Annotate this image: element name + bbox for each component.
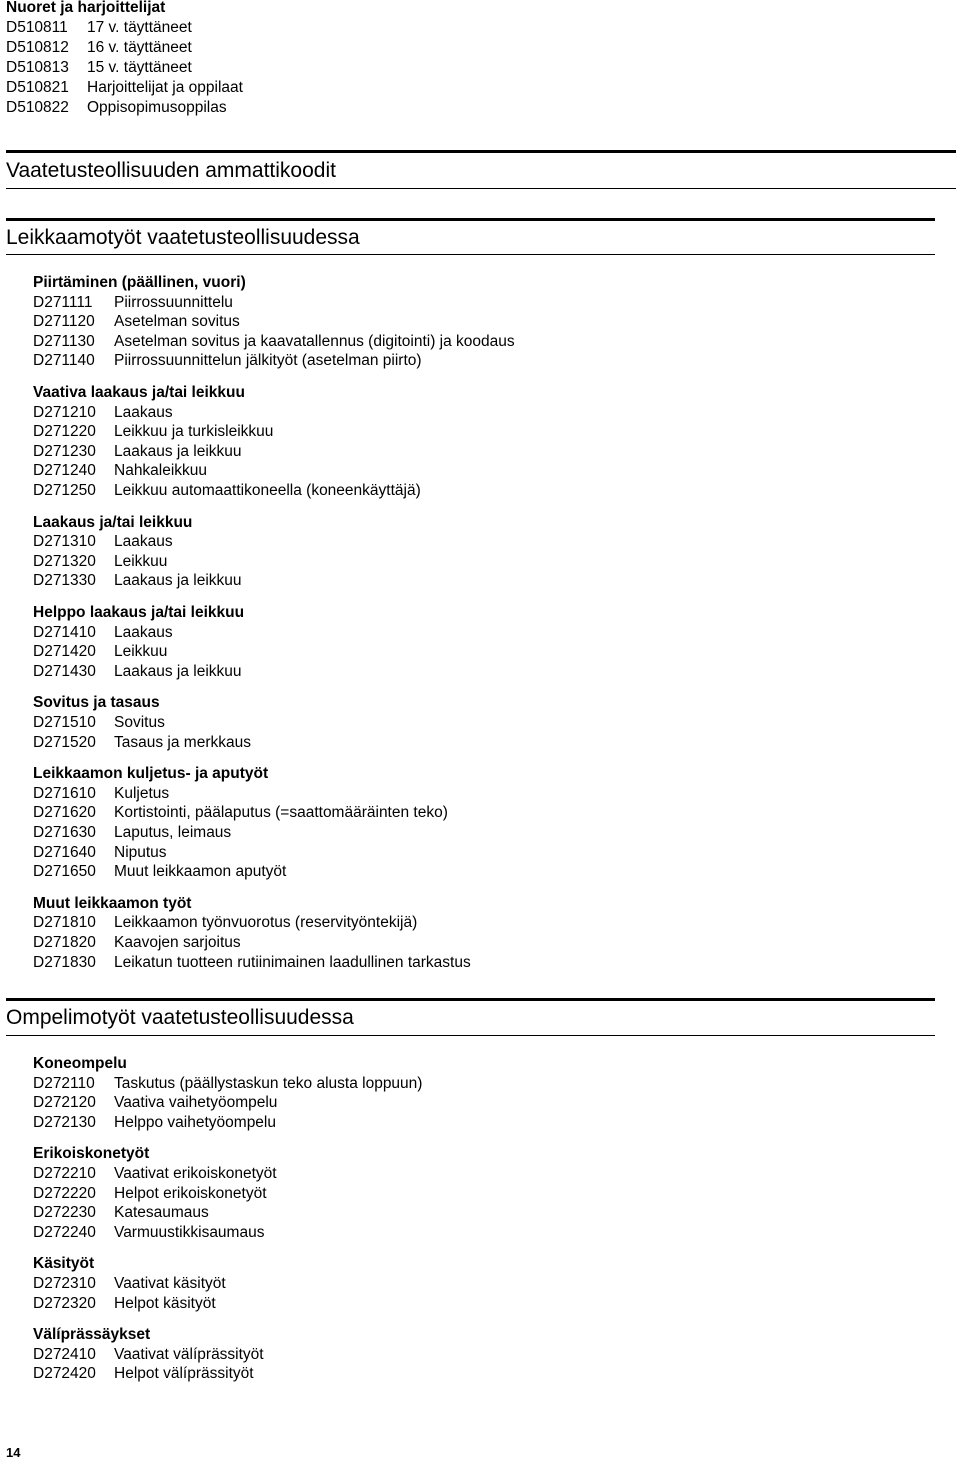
list-item <box>33 1184 267 1203</box>
item-code: D271410 <box>33 623 96 641</box>
item-label: Nahkaleikkuu <box>114 462 208 480</box>
list-item <box>33 733 251 752</box>
item-code: D271120 <box>33 313 95 331</box>
item-label: Vaativa vaihetyöompelu <box>114 1094 278 1112</box>
item-code: D272210 <box>33 1165 96 1182</box>
list-item <box>33 1364 254 1383</box>
group-heading: Helppo laakaus ja/tai leikkuu <box>33 604 245 621</box>
list-item <box>33 803 448 822</box>
item-label: Katesaumaus <box>114 1204 209 1222</box>
item-label: Kortistointi, päälaputus (=saattomääräinten teko) <box>114 804 448 822</box>
group-heading: Välíprässäykset <box>33 1326 151 1344</box>
section2-underline <box>6 1035 935 1036</box>
item-code: D271610 <box>33 784 96 802</box>
item-code: D271620 <box>33 804 96 822</box>
item-label: Piirrossuunnittelun jälkityöt (asetelman piirto) <box>114 352 422 370</box>
item-code: D271630 <box>33 824 96 841</box>
list-item <box>33 662 242 681</box>
item-code: D272110 <box>33 1074 95 1092</box>
list-item <box>33 552 167 571</box>
item-label: Helppo vaihetyöompelu <box>114 1113 276 1131</box>
item-code: D272410 <box>33 1345 96 1363</box>
item-label: Vaativat käsityöt <box>114 1275 226 1292</box>
item-code: D271130 <box>33 332 95 350</box>
item-code: D510821 <box>6 79 69 96</box>
list-item <box>33 442 242 461</box>
item-code: D272240 <box>33 1223 96 1241</box>
item-label: Piirrossuunnittelu <box>114 293 233 311</box>
item-code: D272220 <box>33 1184 96 1202</box>
list-item <box>33 933 241 952</box>
item-code: D271640 <box>33 843 96 861</box>
list-item <box>33 642 167 661</box>
item-code: D271250 <box>33 482 96 499</box>
item-label: Asetelman sovitus ja kaavatallennus (digitointi) ja koodaus <box>114 332 515 350</box>
list-item <box>33 293 233 312</box>
top-title: Nuoret ja harjoittelijat <box>6 0 166 16</box>
list-item <box>33 312 240 331</box>
list-item <box>33 1164 277 1183</box>
main-heading-underline <box>6 188 956 189</box>
item-code: D271320 <box>33 552 96 570</box>
item-code: D271820 <box>33 934 96 951</box>
list-item <box>33 913 417 932</box>
section1-title: Leikkaamotyöt vaatetusteollisuudessa <box>6 226 360 249</box>
item-label: Vaativat erikoiskonetyöt <box>114 1165 277 1182</box>
group-heading: Koneompelu <box>33 1055 127 1072</box>
item-label: Laakaus ja leikkuu <box>114 572 242 590</box>
main-heading: Vaatetusteollisuuden ammattikoodit <box>6 159 336 182</box>
item-label: Leikkuu <box>114 552 168 570</box>
item-code: D271230 <box>33 442 96 460</box>
group-heading: Sovitus ja tasaus <box>33 694 160 712</box>
item-label: Leikkuu automaattikoneella (koneenkäyttäjä) <box>114 482 421 499</box>
group-heading: Vaativa laakaus ja/tai leikkuu <box>33 384 245 401</box>
item-code: D510811 <box>6 19 68 36</box>
list-item <box>33 953 471 972</box>
group-heading: Erikoiskonetyöt <box>33 1145 150 1163</box>
list-item <box>33 1345 264 1364</box>
list-item <box>33 532 173 551</box>
item-code: D271420 <box>33 643 96 661</box>
item-code: D271650 <box>33 863 96 881</box>
item-label: Laakaus <box>114 403 173 421</box>
item-label: Laakaus ja leikkuu <box>114 662 242 680</box>
item-label: Leikkaamon työnvuorotus (reservityöntekijä) <box>114 914 418 932</box>
list-item <box>33 1294 216 1313</box>
item-label: 17 v. täyttäneet <box>87 19 192 36</box>
item-code: D271240 <box>33 462 96 480</box>
item-label: Leikatun tuotteen rutiinimainen laadullinen tarkastus <box>114 953 471 971</box>
section2-rule <box>6 998 935 1001</box>
list-item <box>33 461 207 480</box>
group-heading: Käsityöt <box>33 1255 95 1273</box>
item-label: 15 v. täyttäneet <box>87 59 192 76</box>
item-code: D271330 <box>33 572 96 590</box>
item-code: D271140 <box>33 352 95 370</box>
item-label: Laakaus ja leikkuu <box>114 442 242 460</box>
item-label: Helpot käsityöt <box>114 1294 216 1312</box>
item-label: Harjoittelijat ja oppilaat <box>87 79 243 96</box>
item-code: D271810 <box>33 914 96 932</box>
list-item <box>33 823 231 842</box>
item-label: Leikkuu <box>114 643 168 661</box>
list-item <box>33 1274 226 1293</box>
list-item <box>33 403 173 422</box>
list-item <box>6 38 192 57</box>
list-item <box>33 1093 277 1112</box>
list-item <box>33 1074 422 1093</box>
section1-rule <box>6 218 935 221</box>
list-item <box>33 862 286 881</box>
item-code: D271830 <box>33 953 96 971</box>
item-label: Muut leikkaamon aputyöt <box>114 863 287 881</box>
list-item <box>33 351 422 370</box>
item-code: D272120 <box>33 1094 96 1112</box>
list-item <box>33 422 273 441</box>
group-heading: Leikkaamon kuljetus- ja aputyöt <box>33 765 269 783</box>
list-item <box>33 332 515 351</box>
group-heading: Muut leikkaamon työt <box>33 894 192 912</box>
group-heading: Laakaus ja/tai leikkuu <box>33 513 193 531</box>
item-code: D272130 <box>33 1113 96 1131</box>
item-label: Kuljetus <box>114 784 170 802</box>
item-label: Varmuustikkisaumaus <box>114 1223 265 1241</box>
item-label: Oppisopimusoppilas <box>87 99 227 116</box>
item-label: Sovitus <box>114 714 165 731</box>
list-item <box>6 58 192 77</box>
list-item <box>33 1203 209 1222</box>
item-label: Niputus <box>114 843 167 861</box>
item-code: D272310 <box>33 1275 96 1292</box>
item-label: Tasaus ja merkkaus <box>114 733 251 751</box>
item-label: 16 v. täyttäneet <box>87 39 192 56</box>
item-code: D271310 <box>33 533 96 551</box>
item-code: D510813 <box>6 59 69 76</box>
main-heading-rule <box>6 150 956 153</box>
item-label: Leikkuu ja turkisleikkuu <box>114 423 274 441</box>
item-label: Asetelman sovitus <box>114 313 240 331</box>
item-code: D272320 <box>33 1294 96 1312</box>
item-label: Kaavojen sarjoitus <box>114 934 241 951</box>
item-code: D271520 <box>33 733 96 751</box>
item-label: Laputus, leimaus <box>114 824 232 841</box>
item-label: Taskutus (päällystaskun teko alusta loppuun) <box>114 1074 423 1092</box>
list-item <box>33 1223 264 1242</box>
item-code: D271111 <box>33 293 93 311</box>
list-item <box>33 784 169 803</box>
page-number: 14 <box>6 1445 21 1460</box>
section1-underline <box>6 254 935 255</box>
item-code: D272230 <box>33 1204 96 1222</box>
list-item <box>6 78 243 97</box>
item-label: Laakaus <box>114 533 173 551</box>
list-item <box>33 843 167 862</box>
item-code: D271220 <box>33 423 96 441</box>
item-code: D271510 <box>33 714 96 731</box>
list-item <box>33 1113 276 1132</box>
section2-title: Ompelimotyöt vaatetusteollisuudessa <box>6 1006 354 1029</box>
list-item <box>33 713 165 732</box>
item-code: D271210 <box>33 403 96 421</box>
list-item <box>6 98 227 117</box>
item-label: Helpot välíprässityöt <box>114 1365 254 1383</box>
item-label: Vaativat välíprässityöt <box>114 1345 264 1363</box>
item-label: Laakaus <box>114 623 173 641</box>
item-code: D510812 <box>6 39 69 56</box>
group-heading: Piirtäminen (päällinen, vuori) <box>33 274 246 291</box>
list-item <box>33 623 173 642</box>
item-code: D510822 <box>6 99 69 116</box>
item-label: Helpot erikoiskonetyöt <box>114 1184 267 1202</box>
list-item <box>33 481 421 500</box>
item-code: D272420 <box>33 1365 96 1383</box>
list-item <box>6 18 192 37</box>
list-item <box>33 571 242 590</box>
item-code: D271430 <box>33 662 96 680</box>
